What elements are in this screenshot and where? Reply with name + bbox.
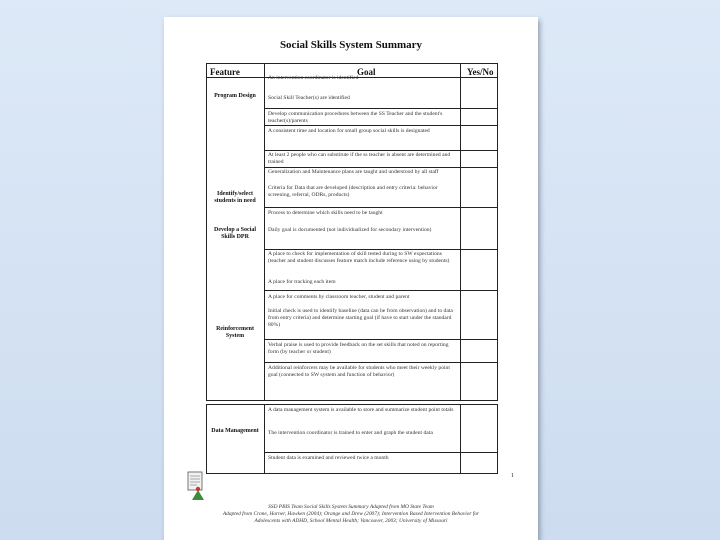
goal-item: A place for comments by classroom teacher, student and parent xyxy=(268,294,410,300)
document-clipart-icon xyxy=(186,471,208,501)
document-footer xyxy=(182,504,520,525)
table2-border-top xyxy=(206,404,498,405)
table2-border-right xyxy=(497,404,498,474)
goal-item: Criteria for Data that are developed (description and entry criteria: behavior screening, referral, ODRs, products) xyxy=(268,185,438,198)
row-rule xyxy=(264,339,498,340)
footer-line: SSD PBIS Team Social Skills System Summary Adapted from MO State Team xyxy=(268,504,434,510)
goal-item: Generalization and Maintenance plans are taught and understood by all staff xyxy=(268,169,439,175)
row-rule xyxy=(264,108,498,109)
page-number: 1 xyxy=(511,473,514,479)
goal-item: Student data is examined and reviewed twice a month xyxy=(268,455,389,461)
row-rule xyxy=(264,249,498,250)
table2-row-rule xyxy=(264,452,498,453)
goal-item: A consistent time and location for small group social skills is designated xyxy=(268,128,430,134)
goal-item: A data management system is available to store and summarize student point totals xyxy=(268,407,454,413)
goal-item: The intervention coordinator is trained to enter and graph the student data xyxy=(268,430,433,436)
column-divider-goal xyxy=(460,63,461,401)
table-border-left xyxy=(206,63,207,401)
goal-item: Process to determine which skills need to be taught xyxy=(268,210,383,216)
goal-item: An intervention coordinator is identified xyxy=(268,75,359,81)
footer-line: Adolescents with ADHD, School Mental Health; Vancouver, 2003; University of Missouri xyxy=(254,518,448,524)
document-page xyxy=(164,17,538,540)
feature-reinforcement: Reinforcement System xyxy=(216,326,254,339)
goal-item: Additional reinforcers may be available for students who meet their weekly point goal (connected to SW system and function of behavior) xyxy=(268,365,450,378)
footer-line: Adapted from Crone, Horner, Hawken (2004); Orange and Drew (2007); Intervention Based Intervention Behavior for xyxy=(222,511,480,517)
goal-header: Goal xyxy=(357,67,376,77)
table2-border-left xyxy=(206,404,207,474)
goal-item: A place for tracking each item xyxy=(268,279,336,285)
table2-border-bottom xyxy=(206,473,498,474)
table-border-right xyxy=(497,63,498,401)
feature-daily-progress: Develop a Social Skills DPR xyxy=(214,227,256,240)
yesno-header: Yes/No xyxy=(467,67,494,77)
table-border-top xyxy=(206,63,498,64)
row-rule xyxy=(264,125,498,126)
goal-item: Verbal praise is used to provide feedback on the set skills that noted on reporting form (by teacher or student) xyxy=(268,342,449,355)
row-rule xyxy=(264,290,498,291)
feature-header: Feature xyxy=(210,67,240,77)
table2-divider-goal xyxy=(460,404,461,474)
row-rule xyxy=(264,167,498,168)
goal-item: A place to check for implementation of skill tested during to SW expectations (teacher and student discusses feature match include reference using by students) xyxy=(268,251,450,264)
goal-item: Develop communication procedures between the SS Teacher and the student's teacher(s)/parents xyxy=(268,111,443,124)
goal-item: Daily goal is documented (not individualized for secondary intervention) xyxy=(268,227,432,233)
document-title: Social Skills System Summary xyxy=(279,39,423,51)
column-divider-feature xyxy=(264,63,265,401)
goal-item: Initial check is used to identify baseline (data can be from observation) and to data from entry criteria) and determine starting goal (if have to start under the standard 80%) xyxy=(268,308,453,328)
table-border-bottom xyxy=(206,400,498,401)
row-rule xyxy=(264,362,498,363)
row-rule xyxy=(264,207,498,208)
feature-identify-students: Identify/select students in need xyxy=(214,191,256,204)
goal-item: At least 2 people who can substitute if the ss teacher is absent are determined and trained xyxy=(268,152,451,165)
feature-data-management: Data Management xyxy=(211,428,259,434)
feature-program-design: Program Design xyxy=(214,93,256,99)
goal-item: Social Skill Teacher(s) are identified xyxy=(268,95,350,101)
row-rule xyxy=(264,150,498,151)
table2-divider-feature xyxy=(264,404,265,474)
